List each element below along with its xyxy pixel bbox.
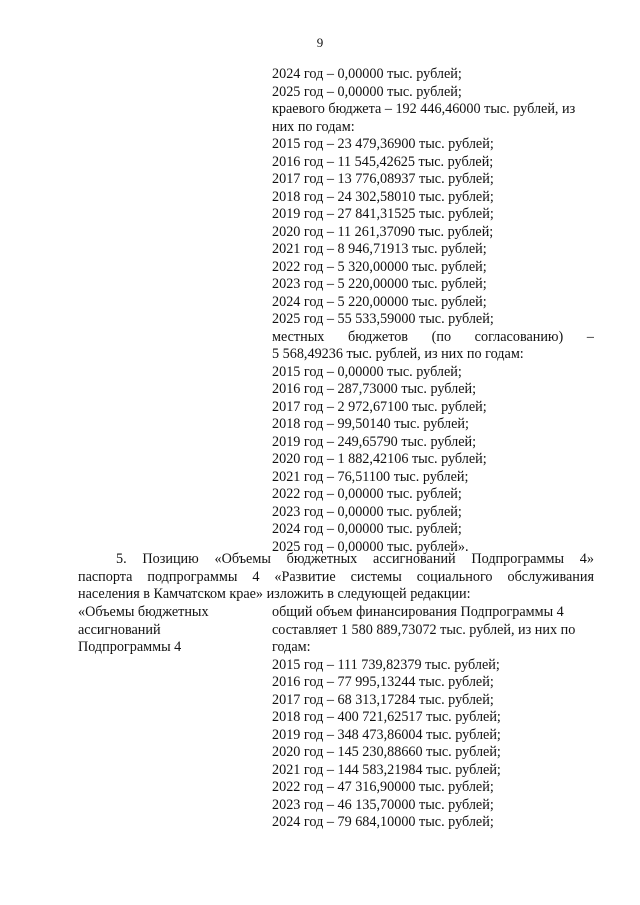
funding-line: 2024 год – 0,00000 тыс. рублей; bbox=[272, 521, 462, 537]
paragraph-line: населения в Камчатском крае» изложить в следующей редакции: bbox=[78, 586, 471, 602]
funding-line: 2020 год – 145 230,88660 тыс. рублей; bbox=[272, 744, 501, 760]
page-number: 9 bbox=[316, 35, 324, 50]
funding-line: 2018 год – 24 302,58010 тыс. рублей; bbox=[272, 188, 494, 205]
label-line: ассигнований bbox=[78, 621, 161, 638]
funding-line: общий объем финансирования Подпрограммы 4 bbox=[272, 604, 564, 620]
funding-line: 2015 год – 0,00000 тыс. рублей; bbox=[272, 363, 462, 380]
funding-line: годам: bbox=[272, 639, 311, 655]
funding-line: 2020 год – 1 882,42106 тыс. рублей; bbox=[272, 451, 487, 467]
funding-line: местных бюджетов (по согласованию) – bbox=[272, 328, 594, 345]
funding-line: составляет 1 580 889,73072 тыс. рублей, из них по bbox=[272, 621, 576, 638]
funding-line: 2025 год – 0,00000 тыс. рублей; bbox=[272, 83, 462, 100]
funding-line: 2024 год – 79 684,10000 тыс. рублей; bbox=[272, 814, 494, 830]
funding-line: 2023 год – 46 135,70000 тыс. рублей; bbox=[272, 796, 494, 813]
funding-line: 2023 год – 5 220,00000 тыс. рублей; bbox=[272, 276, 487, 292]
funding-line: 2015 год – 111 739,82379 тыс. рублей; bbox=[272, 656, 500, 673]
budget-allocations-label bbox=[78, 604, 258, 657]
funding-line: 2017 год – 2 972,67100 тыс. рублей; bbox=[272, 398, 487, 415]
funding-line: 2016 год – 77 995,13244 тыс. рублей; bbox=[272, 674, 494, 690]
funding-line: 2019 год – 348 473,86004 тыс. рублей; bbox=[272, 726, 501, 743]
funding-line: 2018 год – 99,50140 тыс. рублей; bbox=[272, 416, 469, 432]
paragraph-5 bbox=[78, 551, 594, 604]
funding-line: 5 568,49236 тыс. рублей, из них по годам: bbox=[272, 346, 524, 362]
funding-line: краевого бюджета – 192 446,46000 тыс. рублей, из bbox=[272, 101, 576, 117]
funding-continuation-block bbox=[272, 66, 594, 556]
funding-line: 2017 год – 68 313,17284 тыс. рублей; bbox=[272, 691, 494, 708]
label-line: «Объемы бюджетных bbox=[78, 604, 209, 620]
funding-line: 2021 год – 76,51100 тыс. рублей; bbox=[272, 468, 469, 485]
paragraph-line: 5. Позицию «Объемы бюджетных ассигнований Подпрограммы 4» bbox=[116, 551, 594, 567]
funding-line: 2020 год – 11 261,37090 тыс. рублей; bbox=[272, 223, 494, 240]
funding-line: 2016 год – 287,73000 тыс. рублей; bbox=[272, 381, 477, 397]
funding-line: 2021 год – 8 946,71913 тыс. рублей; bbox=[272, 241, 487, 257]
funding-line: 2024 год – 0,00000 тыс. рублей; bbox=[272, 66, 462, 82]
funding-line: 2018 год – 400 721,62517 тыс. рублей; bbox=[272, 709, 501, 725]
funding-line: 2021 год – 144 583,21984 тыс. рублей; bbox=[272, 761, 501, 778]
subprogram-4-funding-block bbox=[272, 604, 594, 832]
funding-line: 2017 год – 13 776,08937 тыс. рублей; bbox=[272, 171, 494, 187]
funding-line: 2024 год – 5 220,00000 тыс. рублей; bbox=[272, 293, 487, 310]
funding-line: 2022 год – 5 320,00000 тыс. рублей; bbox=[272, 258, 487, 275]
funding-line: 2019 год – 249,65790 тыс. рублей; bbox=[272, 433, 477, 450]
funding-line: 2016 год – 11 545,42625 тыс. рублей; bbox=[272, 153, 494, 170]
funding-line: 2025 год – 55 533,59000 тыс. рублей; bbox=[272, 311, 494, 327]
funding-line: 2022 год – 47 316,90000 тыс. рублей; bbox=[272, 779, 494, 795]
label-line: Подпрограммы 4 bbox=[78, 639, 182, 655]
paragraph-line: паспорта подпрограммы 4 «Развитие системы социального обслуживания bbox=[78, 568, 594, 585]
funding-line: 2019 год – 27 841,31525 тыс. рублей; bbox=[272, 206, 494, 222]
funding-line: 2015 год – 23 479,36900 тыс. рублей; bbox=[272, 136, 494, 152]
funding-line: них по годам: bbox=[272, 118, 355, 135]
funding-line: 2025 год – 0,00000 тыс. рублей». bbox=[272, 538, 469, 555]
funding-line: 2023 год – 0,00000 тыс. рублей; bbox=[272, 503, 462, 520]
funding-line: 2022 год – 0,00000 тыс. рублей; bbox=[272, 486, 462, 502]
